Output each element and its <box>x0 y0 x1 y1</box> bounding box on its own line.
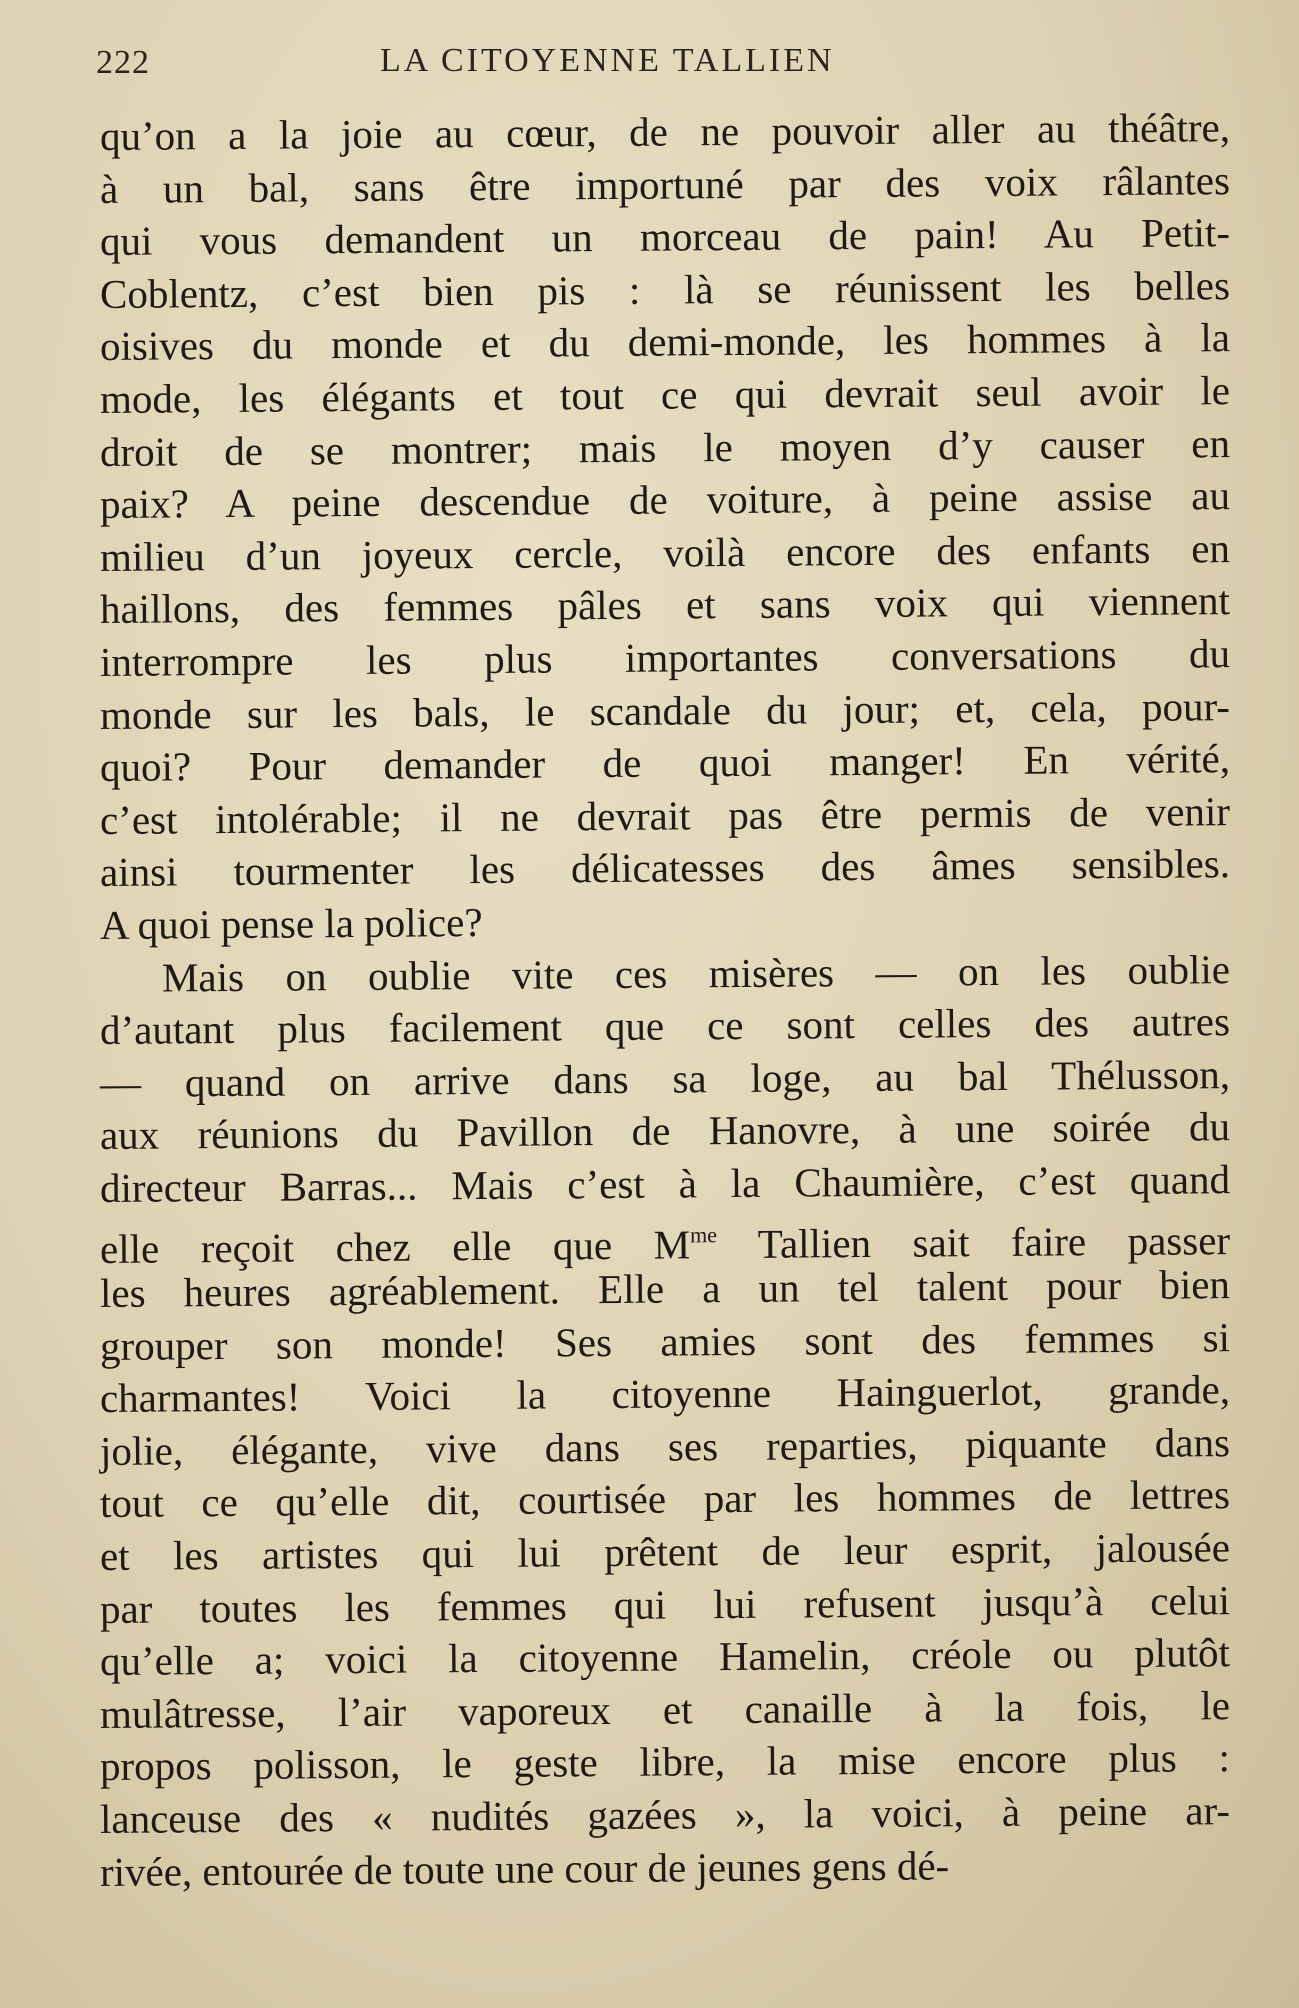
text-fragment: elle reçoit chez elle que <box>99 1222 613 1273</box>
text-line: Coblentz, c’est bien pis : là se réunissent les belles <box>99 261 1231 317</box>
text-line: jolie, élégante, vive dans ses reparties, piquante dans <box>99 1418 1231 1474</box>
text-line <box>99 1206 1231 1273</box>
text-line: qui vous demandent un morceau de pain! Au Petit- <box>99 209 1231 265</box>
text-line: par toutes les femmes qui lui refusent jusqu’à celui <box>99 1576 1231 1632</box>
text-line: charmantes! Voici la citoyenne Hainguerlot, grande, <box>99 1366 1231 1422</box>
page-number: 222 <box>96 44 150 81</box>
abbreviation-superscript: me <box>689 1222 718 1248</box>
text-line: ainsi tourmenter les délicatesses des âmes sensibles. <box>99 840 1231 896</box>
text-line: oisives du monde et du demi-monde, les hommes à la <box>99 314 1231 370</box>
text-line: directeur Barras... Mais c’est à la Chaumière, c’est quand <box>99 1156 1231 1211</box>
paragraph <box>99 104 1231 952</box>
text-line: — quand on arrive dans sa loge, au bal Thélusson, <box>99 1050 1231 1106</box>
text-line: interrompre les plus importantes conversations du <box>99 630 1231 685</box>
text-line: aux réunions du Pavillon de Hanovre, à une soirée du <box>99 1103 1231 1159</box>
text-line: droit de se montrer; mais le moyen d’y causer en <box>99 419 1231 475</box>
text-line: qu’on a la joie au cœur, de ne pouvoir aller au théâtre, <box>99 104 1231 159</box>
text-line: monde sur les bals, le scandale du jour; et, cela, pour- <box>99 682 1231 738</box>
text-line: A quoi pense la police? <box>99 898 483 948</box>
text-line: mode, les élégants et tout ce qui devrait seul avoir le <box>99 367 1231 422</box>
text-line: grouper son monde! Ses amies sont des femmes si <box>99 1313 1231 1369</box>
text-line: Mais on oublie vite ces misères — on les oublie <box>161 945 1231 1001</box>
body-text <box>99 104 1231 1898</box>
text-line: paix? A peine descendue de voiture, à peine assise au <box>99 472 1231 528</box>
text-fragment: Tallien sait faire passer <box>716 1217 1231 1268</box>
running-head <box>0 38 1299 88</box>
text-line: propos polisson, le geste libre, la mise encore plus : <box>99 1734 1231 1790</box>
paragraph <box>99 945 1231 1899</box>
text-line: quoi? Pour demander de quoi manger! En vérité, <box>99 735 1231 791</box>
text-line: d’autant plus facilement que ce sont celles des autres <box>99 998 1231 1054</box>
text-line: à un bal, sans être importuné par des voix râlantes <box>99 156 1231 212</box>
text-line: milieu d’un joyeux cercle, voilà encore des enfants en <box>99 524 1231 580</box>
text-line: haillons, des femmes pâles et sans voix qui viennent <box>99 577 1231 633</box>
text-line: les heures agréablement. Elle a un tel talent pour bien <box>99 1261 1231 1317</box>
text-line: c’est intolérable; il ne devrait pas être permis de venir <box>99 787 1231 843</box>
text-line: mulâtresse, l’air vaporeux et canaille à la fois, le <box>99 1681 1231 1737</box>
running-title: LA CITOYENNE TALLIEN <box>380 42 835 79</box>
text-line: et les artistes qui lui prêtent de leur esprit, jalousée <box>99 1524 1231 1580</box>
text-line: rivée, entourée de toute une cour de jeunes gens dé- <box>99 1841 950 1895</box>
text-line: qu’elle a; voici la citoyenne Hamelin, créole ou plutôt <box>99 1629 1231 1685</box>
text-line: tout ce qu’elle dit, courtisée par les hommes de lettres <box>99 1471 1231 1527</box>
abbreviation-base: M <box>653 1221 691 1269</box>
abbreviation <box>653 1222 717 1268</box>
text-line: lanceuse des « nudités gazées », la voici, à peine ar- <box>99 1787 1231 1842</box>
